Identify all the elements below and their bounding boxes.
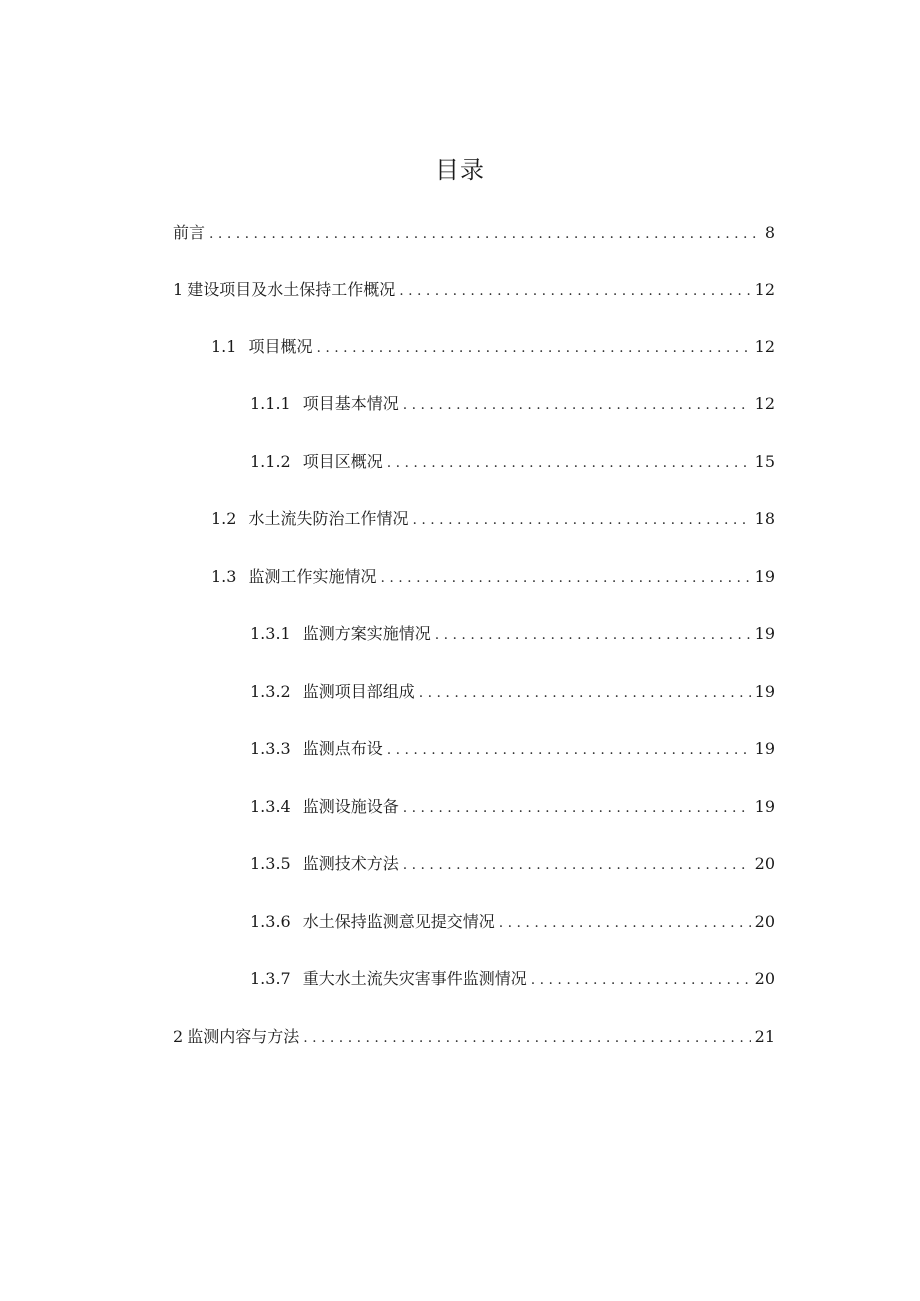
toc-entry-1-3-3[interactable] (250, 735, 775, 763)
toc-entry-title: 监测内容与方法 (187, 1027, 300, 1046)
toc-section-number: 1.3.7 (250, 969, 291, 988)
toc-page-number: 8 (764, 223, 775, 242)
toc-entry-title: 建设项目及水土保持工作概况 (187, 280, 396, 299)
toc-page-number: 20 (754, 969, 775, 988)
toc-leader-dots (316, 334, 750, 362)
toc-section-number: 1.3.2 (250, 682, 291, 701)
toc-entry-title: 重大水土流失灾害事件监测情况 (302, 969, 527, 988)
toc-page-number: 19 (754, 797, 775, 816)
toc-entry-title: 监测点布设 (302, 739, 383, 758)
toc-entry-1-3-2[interactable] (250, 678, 775, 706)
toc-section-number: 1.3.4 (250, 797, 291, 816)
toc-entry-title: 前言 (173, 223, 206, 242)
toc-entry-1-2[interactable] (211, 505, 775, 533)
toc-section-number: 1.3 (211, 567, 237, 586)
toc-entry-title: 监测技术方法 (302, 854, 399, 873)
toc-entry-title: 水土流失防治工作情况 (248, 509, 409, 528)
toc-section-number: 1.3.3 (250, 739, 291, 758)
toc-page-number: 19 (754, 567, 775, 586)
toc-section-number: 1.3.6 (250, 912, 291, 931)
toc-page-number: 20 (754, 854, 775, 873)
toc-entry-title: 项目概况 (248, 337, 313, 356)
toc-entry-title: 监测设施设备 (302, 797, 399, 816)
toc-leader-dots (403, 391, 751, 419)
toc-page-number: 12 (754, 337, 775, 356)
toc-entry-title: 监测项目部组成 (302, 682, 415, 701)
toc-page-number: 20 (754, 912, 775, 931)
toc-page-number: 18 (754, 509, 775, 528)
toc-entry-chapter-2[interactable] (173, 1023, 775, 1051)
toc-page-number: 19 (754, 682, 775, 701)
toc-leader-dots (403, 794, 751, 822)
toc-leader-dots (380, 564, 750, 592)
toc-entry-1-3-5[interactable] (250, 850, 775, 878)
toc-section-number: 1 (173, 280, 184, 299)
toc-page-number: 12 (754, 394, 775, 413)
toc-leader-dots (387, 449, 751, 477)
toc-leader-dots (209, 220, 761, 248)
toc-page-number: 19 (754, 739, 775, 758)
toc-entry-1-3[interactable] (211, 563, 775, 591)
toc-entry-1-1-1[interactable] (250, 390, 775, 418)
toc-page-number: 19 (754, 624, 775, 643)
toc-entry-1-1[interactable] (211, 333, 775, 361)
toc-entry-1-3-1[interactable] (250, 620, 775, 648)
toc-leader-dots (435, 621, 751, 649)
page-title: 目录 (435, 156, 485, 184)
toc-entry-title: 监测工作实施情况 (248, 567, 377, 586)
toc-page-number: 15 (754, 452, 775, 471)
toc-section-number: 1.3.5 (250, 854, 291, 873)
toc-entry-title: 水土保持监测意见提交情况 (302, 912, 495, 931)
toc-leader-dots (399, 277, 750, 305)
toc-entry-chapter-1[interactable] (173, 276, 775, 304)
toc-leader-dots (387, 736, 751, 764)
toc-section-number: 1.1 (211, 337, 237, 356)
toc-leader-dots (403, 851, 751, 879)
toc-leader-dots (531, 966, 751, 994)
toc-section-number: 2 (173, 1027, 184, 1046)
toc-entry-title: 项目基本情况 (302, 394, 399, 413)
toc-section-number: 1.1.2 (250, 452, 291, 471)
toc-entry-1-1-2[interactable] (250, 448, 775, 476)
toc-entry-1-3-4[interactable] (250, 793, 775, 821)
toc-entry-title: 项目区概况 (302, 452, 383, 471)
toc-leader-dots (419, 679, 751, 707)
toc-section-number: 1.2 (211, 509, 237, 528)
toc-page-number: 21 (754, 1027, 775, 1046)
toc-entry-1-3-6[interactable] (250, 908, 775, 936)
toc-leader-dots (303, 1024, 750, 1052)
toc-entry-preface[interactable] (173, 219, 775, 247)
toc-leader-dots (412, 506, 750, 534)
toc-section-number: 1.1.1 (250, 394, 291, 413)
toc-section-number: 1.3.1 (250, 624, 291, 643)
toc-page-number: 12 (754, 280, 775, 299)
toc-leader-dots (499, 909, 751, 937)
toc-entry-1-3-7[interactable] (250, 965, 775, 993)
toc-entry-title: 监测方案实施情况 (302, 624, 431, 643)
